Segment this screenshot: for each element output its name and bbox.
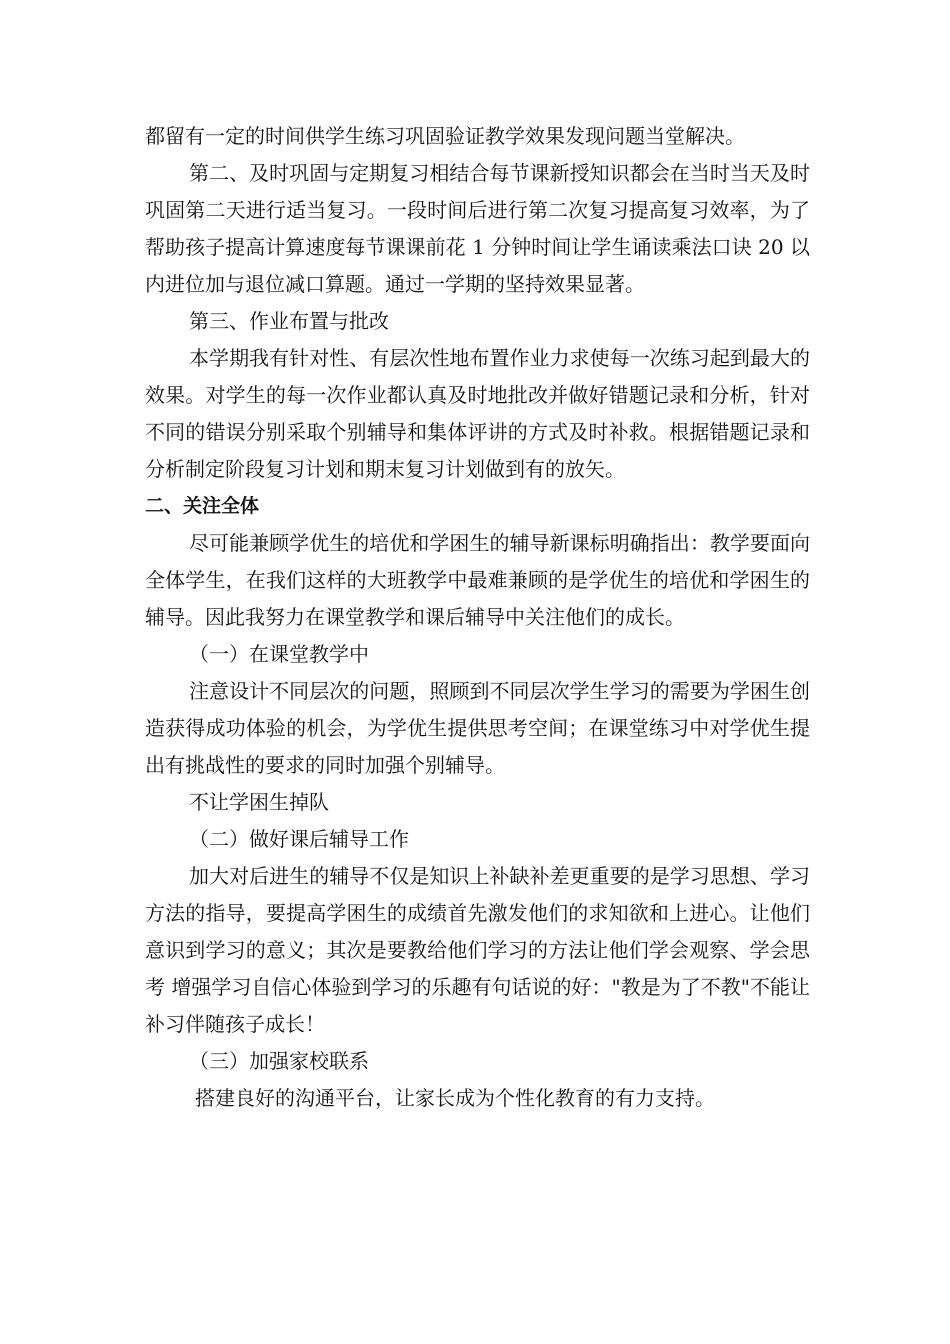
section-heading-focus-all: 二、关注全体: [145, 495, 260, 517]
paragraph-after-class: 加大对后进生的辅导不仅是知识上补缺补差更重要的是学习思想、学习方法的指导，要提高学困生的成绩首先激发他们的求知欲和上进心。让他们意识到学习的意义；其次是要教给他们学习的方法让他们学会观察、学会思考 增强学习自信心体验到学习的乐趣有句话说的好："教是为了不教"不能让补习伴随孩子成长！: [145, 864, 810, 1036]
subheading-classroom: （一）在课堂教学中: [189, 642, 369, 666]
paragraph-homework: 本学期我有针对性、有层次性地布置作业力求使每一次练习起到最大的效果。对学生的每一次作业都认真及时地批改并做好错题记录和分析，针对不同的错误分别采取个别辅导和集体评讲的方式及时补救。根据错题记录和分析制定阶段复习计划和期末复习计划做到有的放矢。: [145, 346, 810, 481]
paragraph-continuation: 都留有一定的时间供学生练习巩固验证教学效果发现问题当堂解决。: [145, 124, 745, 148]
subheading-home-school: （三）加强家校联系: [189, 1049, 369, 1073]
document-page: [145, 118, 810, 1117]
paragraph-no-left-behind: 不让学困生掉队: [189, 790, 329, 814]
section-heading-homework: 第三、作业布置与批改: [189, 309, 389, 333]
paragraph-review: 第二、及时巩固与定期复习相结合每节课新授知识都会在当时当天及时巩固第二天进行适当复习。一段时间后进行第二次复习提高复习效率，为了帮助孩子提高计算速度每节课课前花 1 分钟时间让学生诵读乘法口诀 20 以内进位加与退位减口算题。通过一学期的坚持效果显著。: [145, 161, 810, 296]
paragraph-classroom: 注意设计不同层次的问题，照顾到不同层次学生学习的需要为学困生创造获得成功体验的机会，为学优生提供思考空间；在课堂练习中对学优生提出有挑战性的要求的同时加强个别辅导。: [145, 679, 810, 777]
paragraph-focus-all: 尽可能兼顾学优生的培优和学困生的辅导新课标明确指出：教学要面向全体学生，在我们这样的大班教学中最难兼顾的是学优生的培优和学困生的辅导。因此我努力在课堂教学和课后辅导中关注他们的成长。: [145, 531, 810, 629]
paragraph-home-school: 搭建良好的沟通平台，让家长成为个性化教育的有力支持。: [195, 1086, 715, 1110]
subheading-after-class: （二）做好课后辅导工作: [189, 827, 409, 851]
